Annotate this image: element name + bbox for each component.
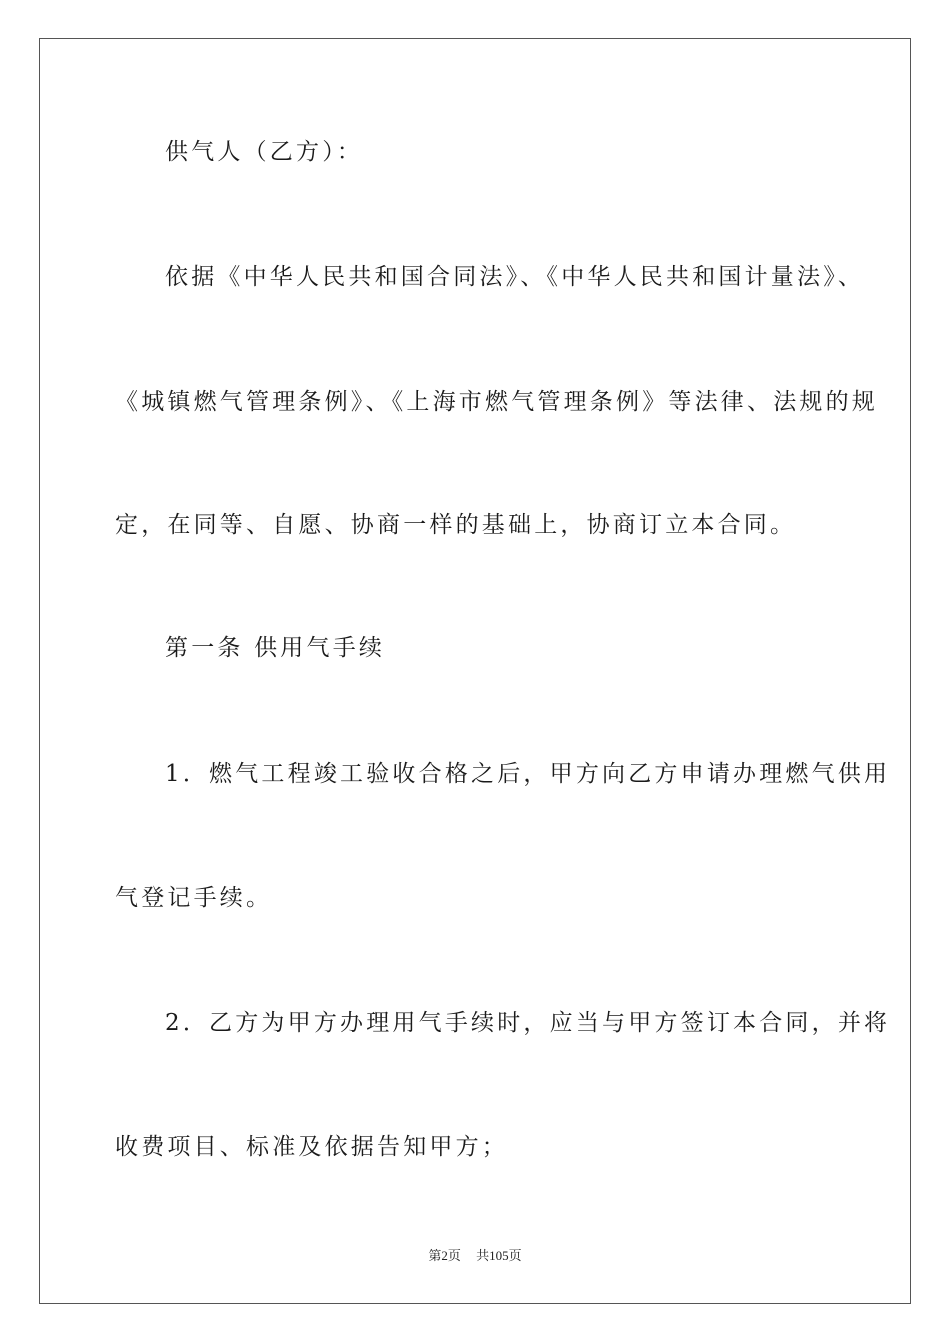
- page-total: 共105页: [476, 1248, 522, 1263]
- paragraph-line: 1．燃气工程竣工验收合格之后，甲方向乙方申请办理燃气供用: [165, 761, 891, 787]
- paragraph-line: 2．乙方为甲方办理用气手续时，应当与甲方签订本合同，并将: [165, 1010, 891, 1036]
- paragraph-line: 收费项目、标准及依据告知甲方；: [115, 1134, 508, 1160]
- paragraph-line: 定，在同等、自愿、协商一样的基础上，协商订立本合同。: [115, 512, 797, 538]
- paragraph-line: 依据《中华人民共和国合同法》、《中华人民共和国计量法》、: [165, 264, 865, 290]
- article-heading: 第一条 供用气手续: [165, 635, 386, 661]
- paragraph-line: 气登记手续。: [115, 885, 273, 911]
- page-footer: [0, 1247, 950, 1265]
- paragraph-line: 《城镇燃气管理条例》、《上海市燃气管理条例》等法律、法规的规: [115, 389, 878, 415]
- page-number: 第2页: [428, 1248, 461, 1263]
- supplier-line: 供气人（乙方）：: [165, 139, 364, 165]
- page-frame: [39, 38, 911, 1304]
